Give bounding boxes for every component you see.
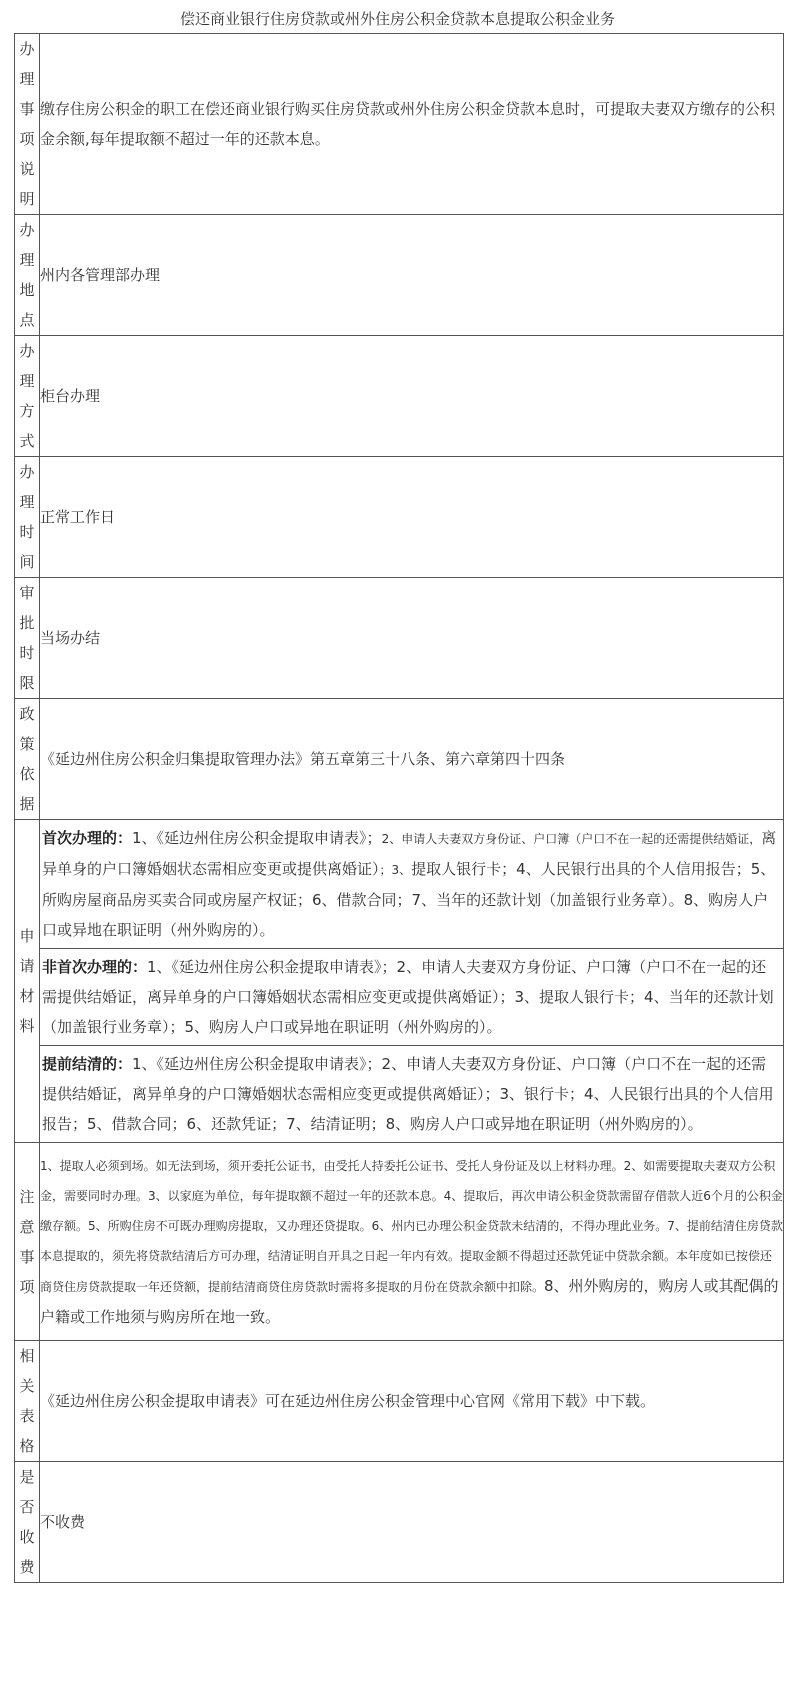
materials-early-payoff: 提前结清的：1、《延边州住房公积金提取申请表》；2、申请人夫妻双方身份证、户口簿（户口不在一起的还需提供结婚证，离异单身的户口簿婚姻状态需相应变更或提供离婚证）；3、银行卡；4、人民银行出具的个人信用报告；5、借款合同；6、还款凭证；7、结清证明；8、购房人户口或异地在职证明（州外购房的）。 — [40, 1045, 783, 1142]
row-approval — [15, 578, 784, 699]
row-content: 《延边州住房公积金提取申请表》可在延边州住房公积金管理中心官网《常用下载》中下载。 — [40, 1341, 784, 1462]
row-content: 正常工作日 — [40, 457, 784, 578]
row-forms — [15, 1341, 784, 1462]
row-notes — [15, 1143, 784, 1341]
materials-first-head: 首次办理的： — [42, 829, 133, 847]
row-content: 缴存住房公积金的职工在偿还商业银行购买住房贷款或州外住房公积金贷款本息时，可提取夫妻双方缴存的公积金余额,每年提取额不超过一年的还款本息。 — [40, 34, 784, 215]
notes-content: 1、提取人必须到场。如无法到场，须开委托公证书，由受托人持委托公证书、受托人身份证及以上材料办理。2、如需要提取夫妻双方公积金，需要同时办理。3、以家庭为单位，每年提取额不超过一年的还款本息。4、提取后，再次申请公积金贷款需留存借款人近6个月的公积金缴存额。5、所购住房不可既办理购房提取，又办理还贷提取。6、州内已办理公积金贷款未结清的，不得办理此业务。7、提前结清住房贷款本息提取的，须先将贷款结清后方可办理，结清证明自开具之日起一年内有效。提取金额不得超过还款凭证中贷款余额。本年度如已按偿还商贷住房贷款提取一年还贷额，提前结清商贷住房贷款时需将多提取的月份在贷款余额中扣除。8、州外购房的，购房人或其配偶的户籍或工作地须与购房所在地一致。 — [40, 1143, 784, 1341]
row-content: 《延边州住房公积金归集提取管理办法》第五章第三十八条、第六章第四十四条 — [40, 699, 784, 820]
row-label: 相关表格 — [15, 1341, 40, 1462]
row-content: 当场办结 — [40, 578, 784, 699]
service-info-table — [14, 33, 784, 1583]
row-method — [15, 336, 784, 457]
materials-first-time: 首次办理的：1、《延边州住房公积金提取申请表》；2、申请人夫妻双方身份证、户口簿（户口不在一起的还需提供结婚证，离异单身的户口簿婚姻状态需相应变更或提供离婚证）；3、提取人银行卡；4、人民银行出具的个人信用报告；5、所购房屋商品房买卖合同或房屋产权证；6、借款合同；7、当年的还款计划（加盖银行业务章）。8、购房人户口或异地在职证明（州外购房的）。 — [42, 829, 777, 939]
page-title: 偿还商业银行住房贷款或州外住房公积金贷款本息提取公积金业务 — [179, 10, 615, 28]
materials-early-head: 提前结清的： — [42, 1055, 133, 1073]
row-content: 不收费 — [40, 1462, 784, 1583]
row-materials — [15, 820, 784, 1143]
materials-cell — [40, 820, 784, 1143]
row-label: 办理方式 — [15, 336, 40, 457]
row-content: 州内各管理部办理 — [40, 215, 784, 336]
materials-non-first-time: 非首次办理的：1、《延边州住房公积金提取申请表》；2、申请人夫妻双方身份证、户口簿（户口不在一起的还需提供结婚证，离异单身的户口簿婚姻状态需相应变更或提供离婚证）；3、提取人银行卡；4、当年的还款计划（加盖银行业务章）；5、购房人户口或异地在职证明（州外购房的）。 — [40, 948, 783, 1045]
row-description — [15, 34, 784, 215]
row-label: 注意事项 — [15, 1143, 40, 1341]
row-label: 办理事项说明 — [15, 34, 40, 215]
row-label: 申请材料 — [15, 820, 40, 1143]
row-content: 柜台办理 — [40, 336, 784, 457]
row-label: 政策依据 — [15, 699, 40, 820]
row-policy — [15, 699, 784, 820]
row-fee — [15, 1462, 784, 1583]
row-label: 是否收费 — [15, 1462, 40, 1583]
row-label: 办理地点 — [15, 215, 40, 336]
materials-nonfirst-head: 非首次办理的： — [42, 958, 148, 976]
row-time — [15, 457, 784, 578]
row-location — [15, 215, 784, 336]
row-label: 办理时间 — [15, 457, 40, 578]
row-label: 审批时限 — [15, 578, 40, 699]
